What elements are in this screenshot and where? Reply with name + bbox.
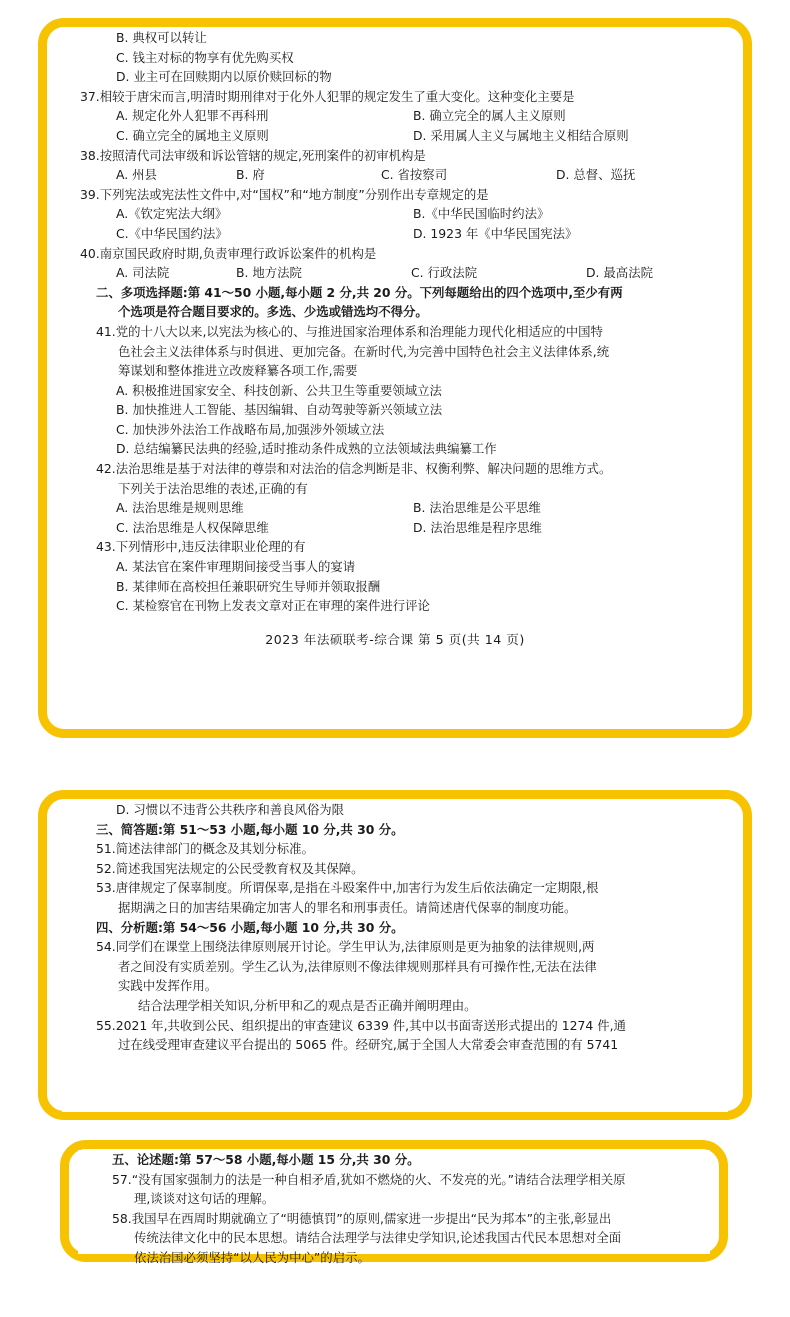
question-41-option-d: D. 总结编纂民法典的经验,适时推动条件成熟的立法领域法典编纂工作 [116, 441, 497, 457]
question-43-stem: 43.下列情形中,违反法律职业伦理的有 [96, 539, 306, 555]
question-43-option-c: C. 某检察官在刊物上发表文章对正在审理的案件进行评论 [116, 598, 430, 614]
question-43-option-b: B. 某律师在高校担任兼职研究生导师并领取报酬 [116, 578, 381, 594]
question-42-option-d: D. 法治思维是程序思维 [413, 519, 542, 535]
question-39-option-d: D. 1923 年《中华民国宪法》 [413, 225, 578, 241]
question-58-line3: 依法治国必须坚持“以人民为中心”的启示。 [134, 1249, 370, 1265]
exam-sheet-page6-bottom [78, 1150, 710, 1265]
option-line: D. 业主可在回赎期内以原价赎回标的物 [116, 69, 332, 85]
question-55-line1: 55.2021 年,共收到公民、组织提出的审查建议 6339 件,其中以书面寄送形式提出的 1274 件,通 [96, 1017, 626, 1033]
question-53-line1: 53.唐律规定了保辜制度。所谓保辜,是指在斗殴案件中,加害行为发生后依法确定一定期限,根 [96, 880, 599, 896]
section-2-heading-line2: 个选项是符合题目要求的。多选、少选或错选均不得分。 [118, 304, 428, 320]
question-41-stem-line2: 色社会主义法律体系与时俱进、更加完备。在新时代,为完善中国特色社会主义法律体系,统 [118, 343, 610, 359]
question-54-line2: 者之间没有实质差别。学生乙认为,法律原则不像法律规则那样具有可操作性,无法在法律 [118, 958, 597, 974]
question-41-option-c: C. 加快涉外法治工作战略布局,加强涉外领域立法 [116, 421, 385, 437]
section-5-heading: 五、论述题:第 57～58 小题,每小题 15 分,共 30 分。 [112, 1152, 420, 1167]
question-40-option-b: B. 地方法院 [236, 265, 302, 281]
question-38-stem: 38.按照清代司法审级和诉讼管辖的规定,死刑案件的初审机构是 [80, 147, 426, 163]
question-40-stem: 40.南京国民政府时期,负责审理行政诉讼案件的机构是 [80, 245, 377, 261]
question-40-option-c: C. 行政法院 [411, 265, 478, 281]
question-37-option-c: C. 确立完全的属地主义原则 [116, 127, 269, 143]
section-4-heading: 四、分析题:第 54～56 小题,每小题 10 分,共 30 分。 [96, 919, 404, 935]
question-42-option-a: A. 法治思维是规则思维 [116, 500, 244, 516]
exam-sheet-page6-top [62, 800, 728, 1112]
question-42-option-b: B. 法治思维是公平思维 [413, 500, 541, 516]
option-line: C. 钱主对标的物享有优先购买权 [116, 49, 294, 65]
question-37-option-a: A. 规定化外人犯罪不再科刑 [116, 108, 269, 124]
question-51: 51.简述法律部门的概念及其划分标准。 [96, 841, 314, 857]
option-line: B. 典权可以转让 [116, 30, 207, 45]
exam-sheet-page5 [62, 28, 728, 700]
question-39-stem: 39.下列宪法或宪法性文件中,对“国权”和“地方制度”分别作出专章规定的是 [80, 186, 489, 202]
question-38-option-b: B. 府 [236, 167, 265, 183]
section-3-heading: 三、简答题:第 51～53 小题,每小题 10 分,共 30 分。 [96, 821, 404, 837]
question-57-line1: 57.“没有国家强制力的法是一种自相矛盾,犹如不燃烧的火、不发亮的光。”请结合法理学相关原 [112, 1171, 626, 1187]
question-39-option-a: A.《钦定宪法大纲》 [116, 206, 228, 222]
question-58-line1: 58.我国早在西周时期就确立了“明德慎罚”的原则,儒家进一步提出“民为邦本”的主张,彰显出 [112, 1210, 612, 1226]
question-43-option-a: A. 某法官在案件审理期间接受当事人的宴请 [116, 559, 356, 575]
question-41-stem-line3: 筹谋划和整体推进立改废释纂各项工作,需要 [118, 363, 358, 379]
page-footer: 2023 年法硕联考-综合课 第 5 页(共 14 页) [265, 631, 525, 647]
question-41-option-b: B. 加快推进人工智能、基因编辑、自动驾驶等新兴领域立法 [116, 402, 443, 418]
question-37-stem: 37.相较于唐宋而言,明清时期刑律对于化外人犯罪的规定发生了重大变化。这种变化主要是 [80, 88, 575, 104]
question-54-line1: 54.同学们在课堂上围绕法律原则展开讨论。学生甲认为,法律原则是更为抽象的法律规则,两 [96, 939, 595, 955]
question-58-line2: 传统法律文化中的民本思想。请结合法理学与法律史学知识,论述我国古代民本思想对全面 [134, 1230, 622, 1246]
question-42-stem-line1: 42.法治思维是基于对法律的尊崇和对法治的信念判断是非、权衡利弊、解决问题的思维方式。 [96, 461, 612, 477]
question-54-line4: 结合法理学相关知识,分析甲和乙的观点是否正确并阐明理由。 [138, 997, 477, 1013]
question-53-line2: 据期满之日的加害结果确定加害人的罪名和刑事责任。请简述唐代保辜的制度功能。 [118, 899, 577, 915]
question-39-option-b: B.《中华民国临时约法》 [413, 206, 550, 222]
question-54-line3: 实践中发挥作用。 [118, 978, 218, 994]
question-38-option-d: D. 总督、巡抚 [556, 167, 636, 183]
question-40-option-d: D. 最高法院 [586, 265, 653, 281]
question-41-stem-line1: 41.党的十八大以来,以宪法为核心的、与推进国家治理体系和治理能力现代化相适应的中国特 [96, 323, 603, 339]
question-55-line2: 过在线受理审查建议平台提出的 5065 件。经研究,属于全国人大常委会审查范围的有 5741 [118, 1037, 619, 1053]
question-41-option-a: A. 积极推进国家安全、科技创新、公共卫生等重要领域立法 [116, 382, 442, 398]
section-2-heading-line1: 二、多项选择题:第 41～50 小题,每小题 2 分,共 20 分。下列每题给出的四个选项中,至少有两 [96, 284, 623, 300]
question-42-option-c: C. 法治思维是人权保障思维 [116, 519, 269, 535]
question-42-stem-line2: 下列关于法治思维的表述,正确的有 [118, 480, 308, 496]
question-38-option-c: C. 省按察司 [381, 167, 448, 183]
question-37-option-d: D. 采用属人主义与属地主义相结合原则 [413, 127, 629, 143]
question-52: 52.简述我国宪法规定的公民受教育权及其保障。 [96, 860, 364, 876]
question-38-option-a: A. 州县 [116, 167, 157, 183]
question-37-option-b: B. 确立完全的属人主义原则 [413, 108, 566, 124]
question-40-option-a: A. 司法院 [116, 265, 170, 281]
question-39-option-c: C.《中华民国约法》 [116, 225, 228, 241]
lead-option-d: D. 习惯以不违背公共秩序和善良风俗为限 [116, 802, 345, 817]
question-57-line2: 理,谈谈对这句话的理解。 [134, 1191, 275, 1207]
